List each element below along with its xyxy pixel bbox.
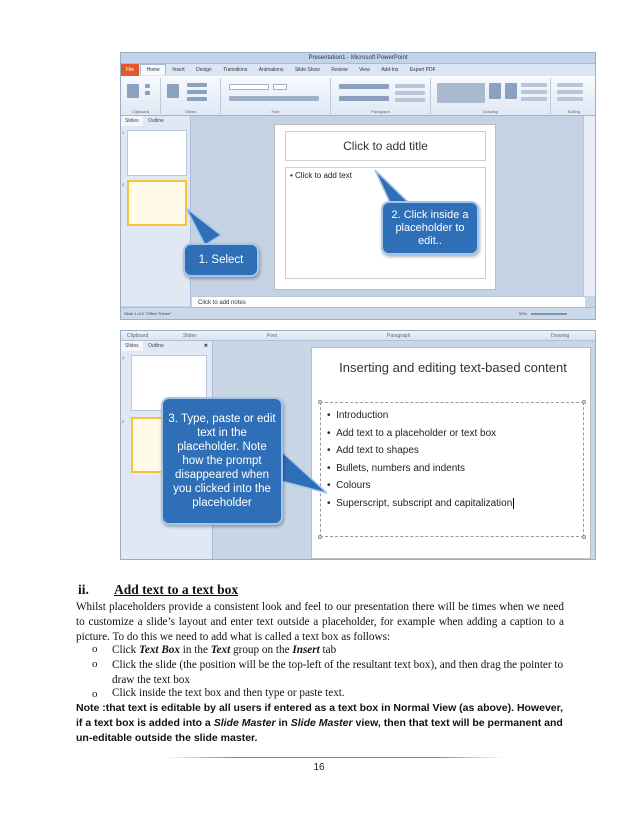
ribbon-group-slides: Slides <box>161 78 221 114</box>
title-placeholder[interactable]: Click to add title <box>285 131 486 161</box>
step-1: Click Text Box in the Text group on the Insert tab <box>112 644 337 656</box>
bullet-item: • Add text to a placeholder or text box <box>327 427 497 439</box>
callout-arrows <box>121 53 596 320</box>
bullet-item: • Introduction <box>327 410 389 421</box>
tab-view[interactable]: View <box>359 67 370 73</box>
step-3: Click inside the text box and then type or paste text. <box>112 687 345 699</box>
list-bullet: o <box>92 658 98 670</box>
ribbon-group-clipboard: Clipboard <box>121 78 161 114</box>
ribbon-group-drawing: Drawing <box>431 78 551 114</box>
status-text: Slide 1 of 2 "Office Theme" <box>124 311 172 316</box>
powerpoint-screenshot-2 <box>120 330 596 560</box>
tab-transitions[interactable]: Transitions <box>223 67 248 73</box>
callout-select: 1. Select <box>183 243 259 277</box>
slide-number-1: 1 <box>122 130 125 135</box>
content-placeholder-text: Click to add text <box>295 171 352 180</box>
tab-file[interactable]: File <box>121 64 139 76</box>
bullet-item: • Bullets, numbers and indents <box>327 462 466 474</box>
note-paragraph: Note :that text is editable by all users if entered as a text box in Normal View (as above). However, if a text box is added into a Slide Master in Slide Master view, then that text will be permanent and un-editable outside the slide master. <box>76 702 564 744</box>
callout-click-inside: 2. Click inside a placeholder to edit.. <box>381 201 479 255</box>
tab-outline[interactable]: Outline <box>148 118 164 124</box>
tab-add-ins[interactable]: Add-Ins <box>381 67 399 73</box>
bullet-item: • Superscript, subscript and capitalization <box>327 497 513 509</box>
footer-divider <box>165 757 505 758</box>
group-label-clipboard: Clipboard <box>127 333 149 339</box>
tab-animations[interactable]: Animations <box>258 67 284 73</box>
slide-title[interactable]: Inserting and editing text-based content <box>339 360 567 375</box>
section-title: Add text to a text box <box>114 582 239 597</box>
content-placeholder[interactable]: • Click to add text <box>285 167 486 279</box>
group-label-font: Font <box>267 333 278 339</box>
tab-home[interactable]: Home <box>140 64 165 75</box>
group-label-paragraph: Paragraph <box>387 333 411 339</box>
tab-slides[interactable]: Slides <box>121 341 143 351</box>
page-number: 16 <box>313 762 325 773</box>
close-icon[interactable]: ✖ <box>203 343 208 349</box>
section-number: ii. <box>78 582 89 597</box>
tab-outline[interactable]: Outline <box>148 343 164 349</box>
step-2: Click the slide (the position will be the top-left of the resultant text box), and then drag the pointer to draw the text box <box>112 659 564 686</box>
list-bullet: o <box>92 643 98 655</box>
tab-design[interactable]: Design <box>196 67 212 73</box>
tab-review[interactable]: Review <box>331 67 348 73</box>
slide-number-2: 2 <box>122 182 125 187</box>
ribbon-group-editing: Editing <box>551 78 596 114</box>
slide-number-1: 1 <box>122 355 125 360</box>
bullet-item: • Colours <box>327 480 371 491</box>
tab-expert-pdf[interactable]: Expert PDF <box>409 67 436 73</box>
powerpoint-screenshot-1 <box>120 52 596 320</box>
list-bullet: o <box>92 688 98 700</box>
section-heading <box>78 582 238 598</box>
slide-number-2: 2 <box>122 419 125 424</box>
bullet-item: • Add text to shapes <box>327 445 419 456</box>
tab-slide-show[interactable]: Slide Show <box>294 67 320 73</box>
notes-pane[interactable]: Click to add notes <box>192 296 585 308</box>
callout-type-tail <box>281 451 327 493</box>
ribbon-group-paragraph: Paragraph <box>331 78 431 114</box>
callout-select-tail <box>186 208 221 245</box>
ribbon-group-font: Font <box>221 78 331 114</box>
intro-paragraph: Whilst placeholders provide a consistent look and feel to our presentation there will be times when we need to customize a slide’s layout and enter text outside a placeholder, for example when adding a caption to a picture. To do this we need to add what is called a text box as follows: <box>76 601 564 643</box>
group-label-drawing: Drawing <box>551 333 570 339</box>
zoom-level: 50% <box>518 311 527 316</box>
callout-type-paste: 3. Type, paste or edit text in the placeholder. Note how the prompt disappeared when you clicked into the placeholder <box>161 397 283 525</box>
tab-insert[interactable]: Insert <box>172 67 185 73</box>
tab-slides[interactable]: Slides <box>121 116 143 126</box>
window-title: Presentation1 - Microsoft PowerPoint <box>121 53 595 64</box>
group-label-slides: Slides <box>183 333 197 339</box>
